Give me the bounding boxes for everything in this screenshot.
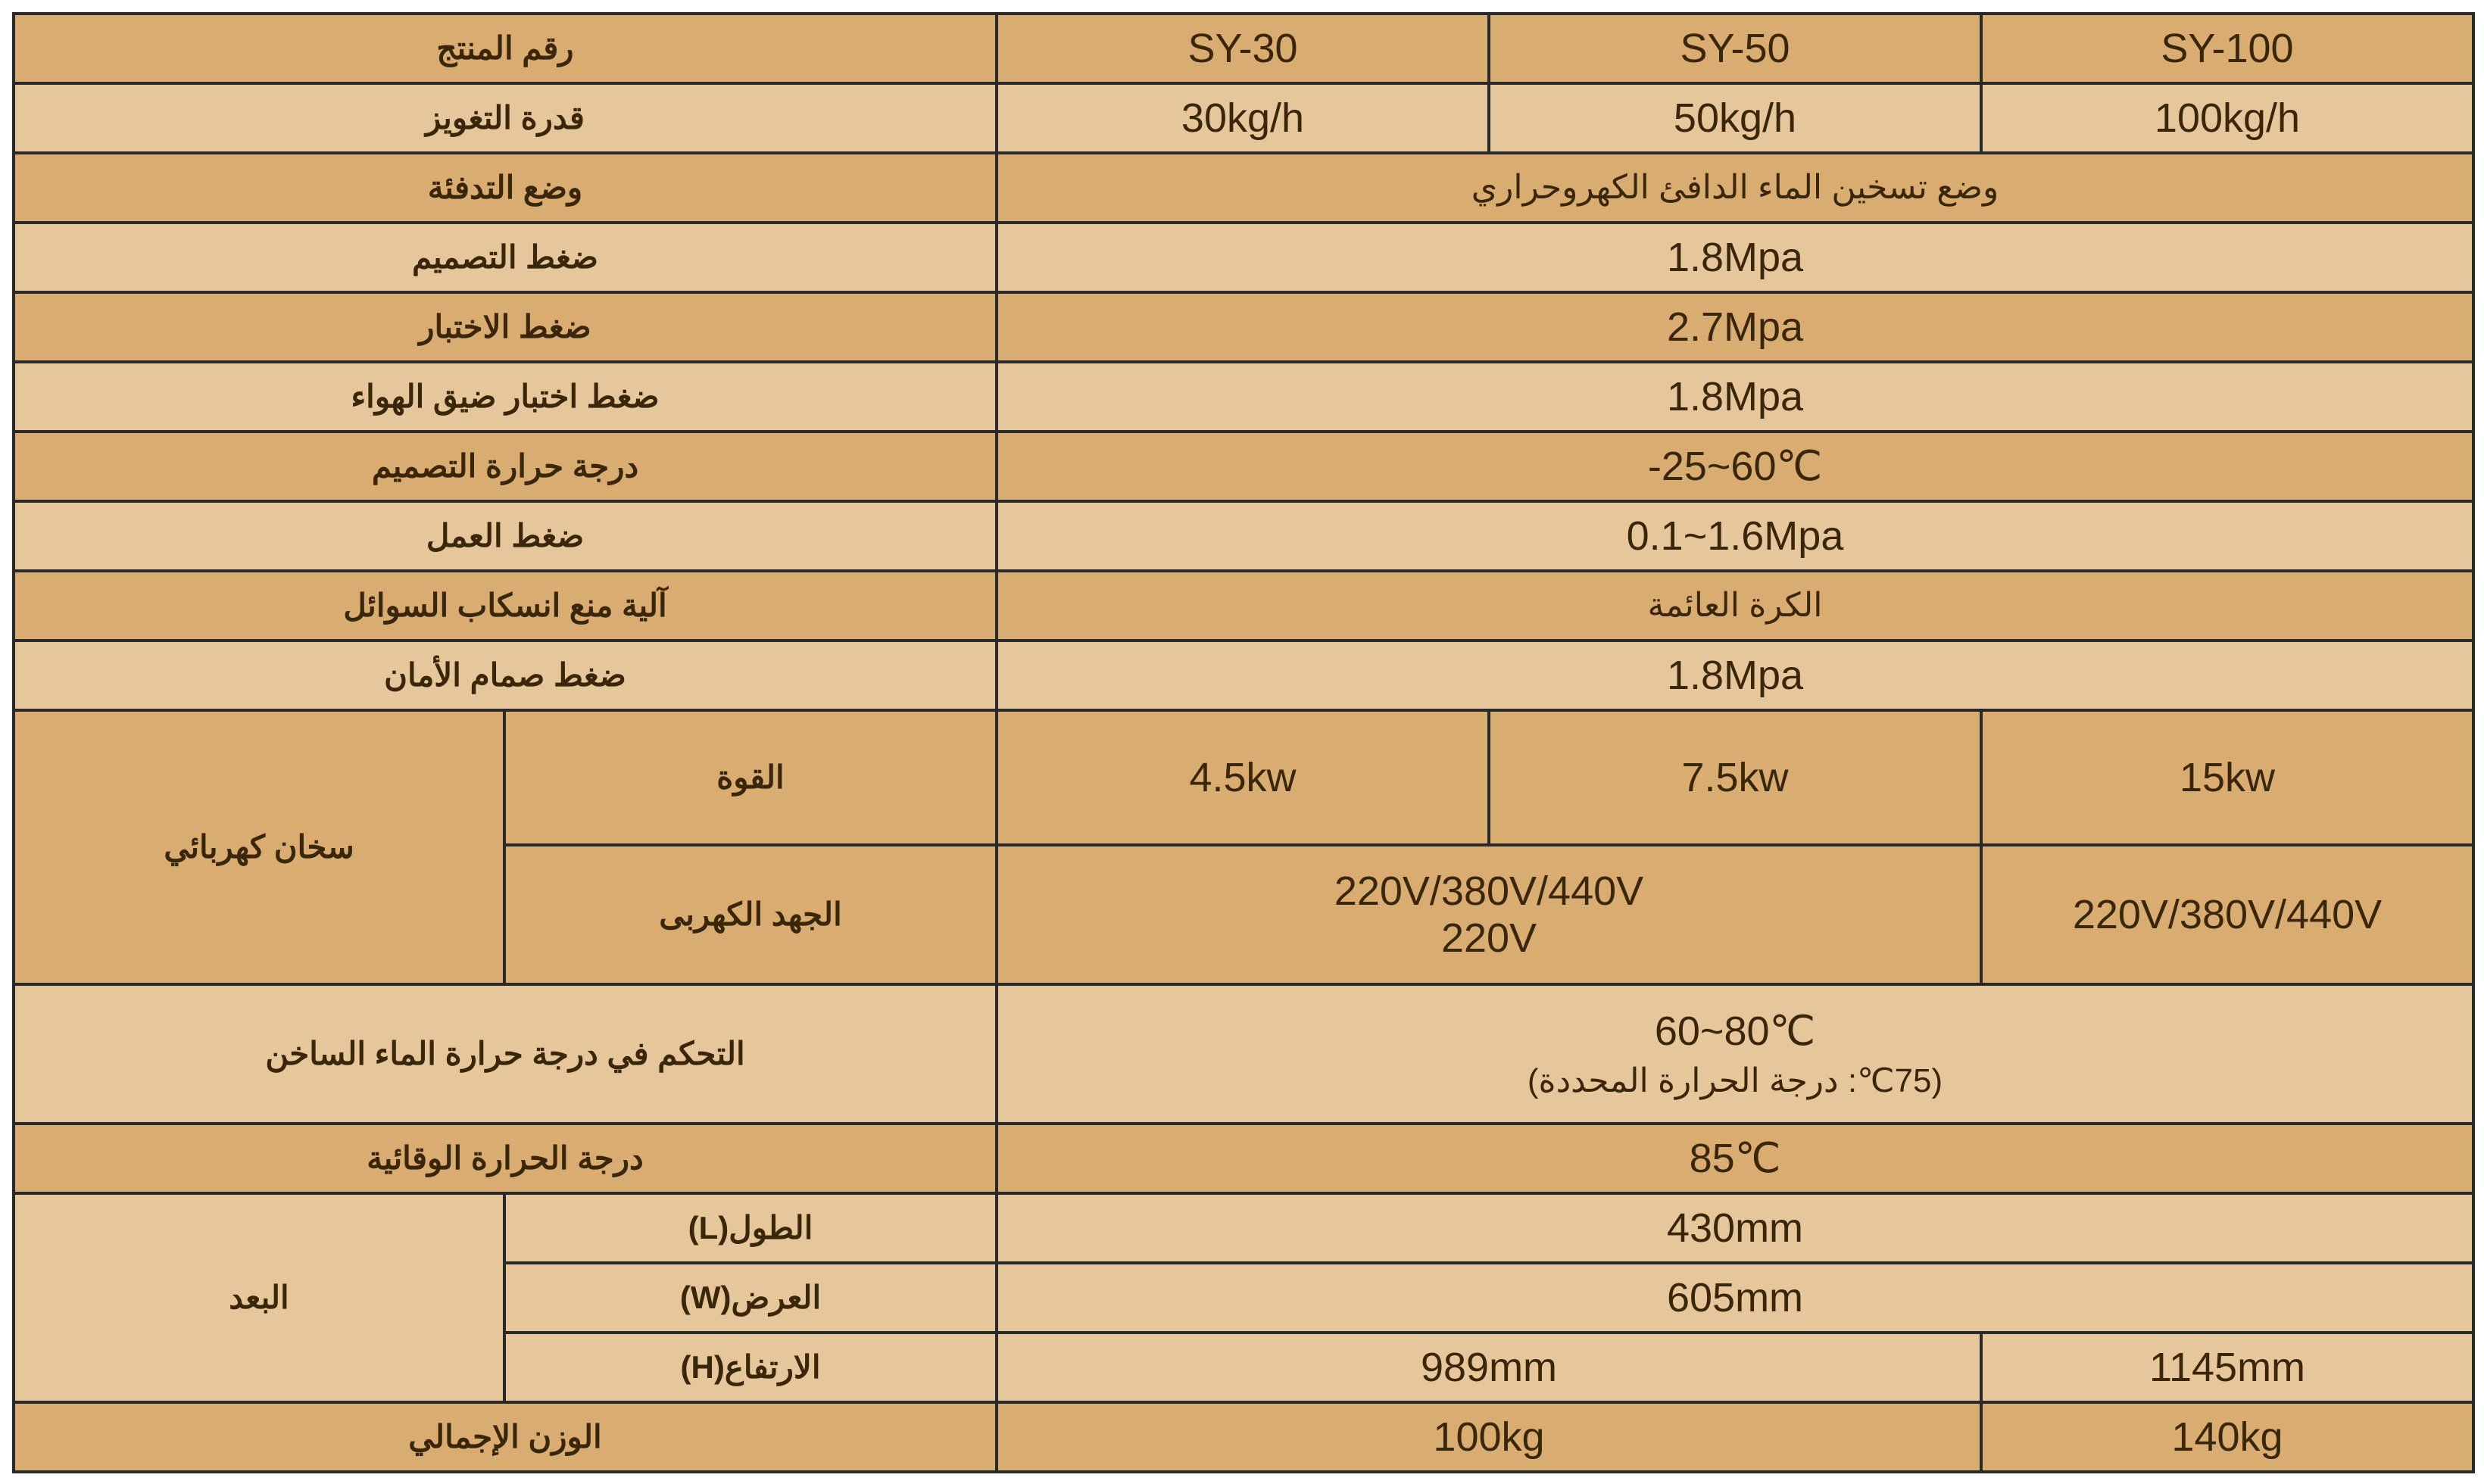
table-row: [14, 984, 2473, 1124]
design-temp-label: درجة حرارة التصميم: [14, 432, 997, 501]
model-cell: SY-100: [1981, 14, 2473, 83]
safety-valve-value: 1.8Mpa: [997, 641, 2473, 710]
capacity-cell: 50kg/h: [1489, 83, 1981, 153]
voltage-large-cell: 220V/380V/440V: [1981, 845, 2473, 984]
spec-table: [12, 12, 2475, 1473]
design-pressure-value: 1.8Mpa: [997, 223, 2473, 292]
air-tightness-value: 1.8Mpa: [997, 362, 2473, 432]
heating-mode-label: وضع التدفئة: [14, 153, 997, 223]
power-cell: 7.5kw: [1489, 710, 1981, 845]
anti-spill-value: الكرة العائمة: [997, 571, 2473, 641]
test-pressure-value: 2.7Mpa: [997, 292, 2473, 362]
safety-valve-label: ضغط صمام الأمان: [14, 641, 997, 710]
water-temp-label: التحكم في درجة حرارة الماء الساخن: [14, 984, 997, 1124]
electric-heater-label: سخان كهربائي: [14, 710, 504, 984]
table-row: [14, 571, 2473, 641]
capacity-cell: 30kg/h: [997, 83, 1489, 153]
voltage-small-line2: 220V: [1440, 915, 1537, 961]
table-row: [14, 1193, 2473, 1263]
weight-large-value: 140kg: [1981, 1402, 2473, 1472]
model-label: رقم المنتج: [14, 14, 997, 83]
anti-spill-label: آلية منع انسكاب السوائل: [14, 571, 997, 641]
water-temp-note: (75℃: درجة الحرارة المحددة): [1527, 1062, 1943, 1099]
power-cell: 15kw: [1981, 710, 2473, 845]
power-cell: 4.5kw: [997, 710, 1489, 845]
design-temp-value: -25~60℃: [997, 432, 2473, 501]
working-pressure-label: ضغط العمل: [14, 501, 997, 571]
table-row: [14, 641, 2473, 710]
table-row: [14, 1124, 2473, 1193]
capacity-label: قدرة التغويز: [14, 83, 997, 153]
table-row: [14, 14, 2473, 83]
height-label: الارتفاع(H): [504, 1333, 997, 1402]
working-pressure-value: 0.1~1.6Mpa: [997, 501, 2473, 571]
air-tightness-label: ضغط اختبار ضيق الهواء: [14, 362, 997, 432]
capacity-cell: 100kg/h: [1981, 83, 2473, 153]
weight-label: الوزن الإجمالي: [14, 1402, 997, 1472]
test-pressure-label: ضغط الاختبار: [14, 292, 997, 362]
table-row: [14, 223, 2473, 292]
table-row: [14, 362, 2473, 432]
protect-temp-value: 85℃: [997, 1124, 2473, 1193]
voltage-small-line1: 220V/380V/440V: [1334, 868, 1644, 914]
table-row: [14, 1402, 2473, 1472]
model-cell: SY-50: [1489, 14, 1981, 83]
table-row: [14, 710, 2473, 845]
height-small-value: 989mm: [997, 1333, 1981, 1402]
table-row: [14, 83, 2473, 153]
height-large-value: 1145mm: [1981, 1333, 2473, 1402]
water-temp-cell: [997, 984, 2473, 1124]
table-row: [14, 432, 2473, 501]
weight-small-value: 100kg: [997, 1402, 1981, 1472]
length-value: 430mm: [997, 1193, 2473, 1263]
width-label: العرض(W): [504, 1263, 997, 1333]
voltage-small-cell: [997, 845, 1981, 984]
voltage-label: الجهد الكهربى: [504, 845, 997, 984]
width-value: 605mm: [997, 1263, 2473, 1333]
length-label: الطول(L): [504, 1193, 997, 1263]
water-temp-range: 60~80℃: [1654, 1008, 1816, 1054]
power-label: القوة: [504, 710, 997, 845]
model-cell: SY-30: [997, 14, 1489, 83]
table-row: [14, 292, 2473, 362]
heating-mode-value: وضع تسخين الماء الدافئ الكهروحراري: [997, 153, 2473, 223]
protect-temp-label: درجة الحرارة الوقائية: [14, 1124, 997, 1193]
dimension-label: البعد: [14, 1193, 504, 1402]
table-row: [14, 153, 2473, 223]
design-pressure-label: ضغط التصميم: [14, 223, 997, 292]
table-row: [14, 501, 2473, 571]
